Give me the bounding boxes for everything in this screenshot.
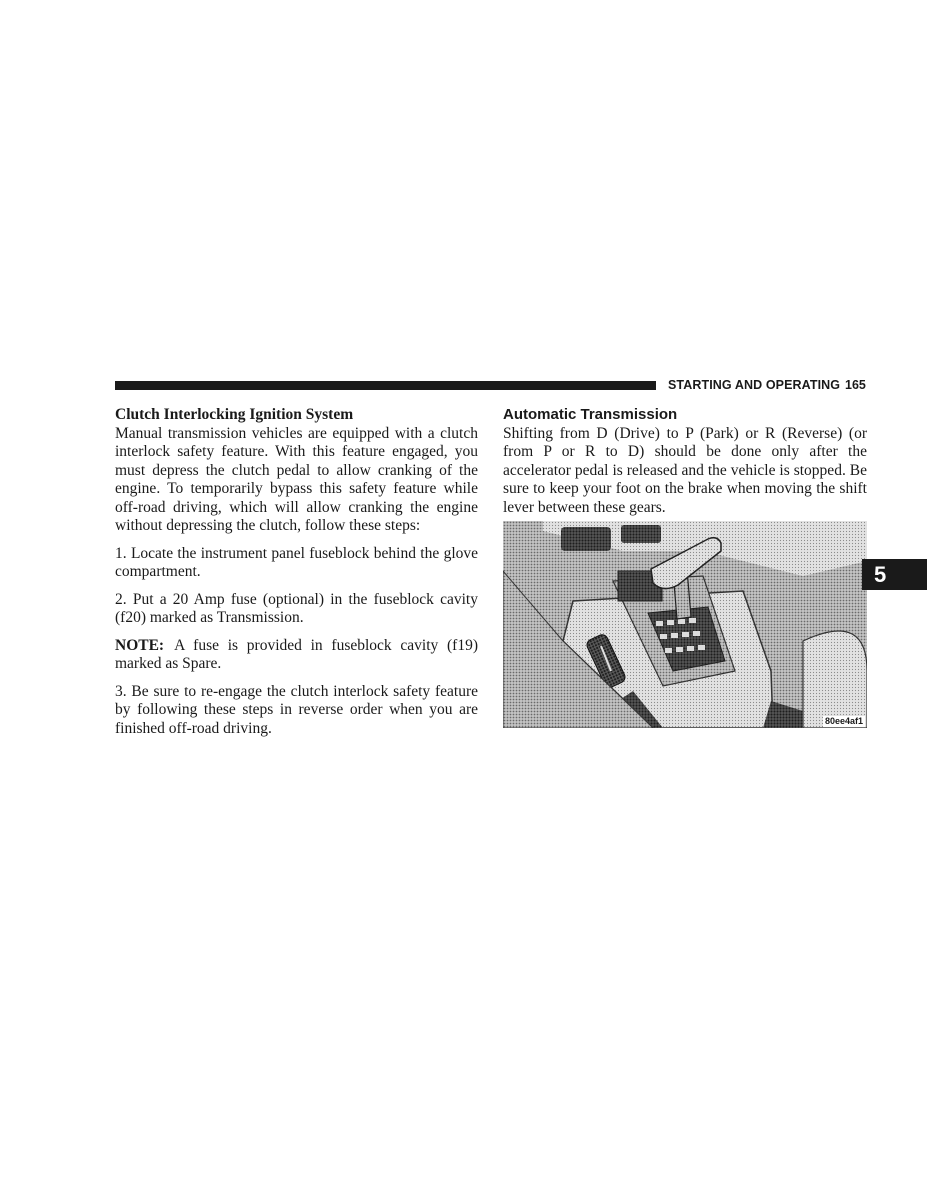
step-1-paragraph: 1. Locate the instrument panel fuseblock behind the glove compartment.: [115, 544, 478, 580]
step-2-paragraph: 2. Put a 20 Amp fuse (optional) in the fuseblock cavity (f20) marked as Transmission.: [115, 590, 478, 626]
gear-shifter-drawing: [503, 521, 867, 728]
chapter-number: 5: [874, 562, 887, 587]
page-number: 165: [845, 378, 866, 392]
left-column: [115, 406, 478, 747]
note-text: A fuse is provided in fuseblock cavity (f19) marked as Spare.: [115, 636, 478, 672]
figure-code-label: 80ee4af1: [824, 716, 863, 726]
section-title-clutch-interlock: Clutch Interlocking Ignition System: [115, 406, 354, 423]
right-column: [503, 406, 867, 526]
automatic-transmission-paragraph: Shifting from D (Drive) to P (Park) or R (Reverse) (or from P or R to D) should be done only after the accelerator pedal is released and the vehicle is stopped. Be sure to keep your foot on the brake when moving the shift lever between these gears.: [503, 424, 867, 516]
header-section-title: STARTING AND OPERATING: [668, 378, 841, 392]
note-paragraph: [115, 637, 478, 674]
chapter-tab: [862, 559, 927, 590]
note-label: NOTE:: [115, 636, 165, 654]
gear-shifter-illustration: [503, 521, 867, 728]
clutch-intro-paragraph: Manual transmission vehicles are equipped with a clutch interlock safety feature. With this feature engaged, you must depress the clutch pedal to allow cranking of the engine. To temporarily bypass this safety feature while off-road driving, which will allow cranking the engine without depressing the clutch, follow these steps:: [115, 424, 478, 534]
section-title-automatic-transmission: Automatic Transmission: [503, 406, 678, 423]
step-3-paragraph: 3. Be sure to re-engage the clutch interlock safety feature by following these steps in reverse order when you are finished off-road driving.: [115, 682, 478, 737]
header-rule: [115, 381, 656, 390]
